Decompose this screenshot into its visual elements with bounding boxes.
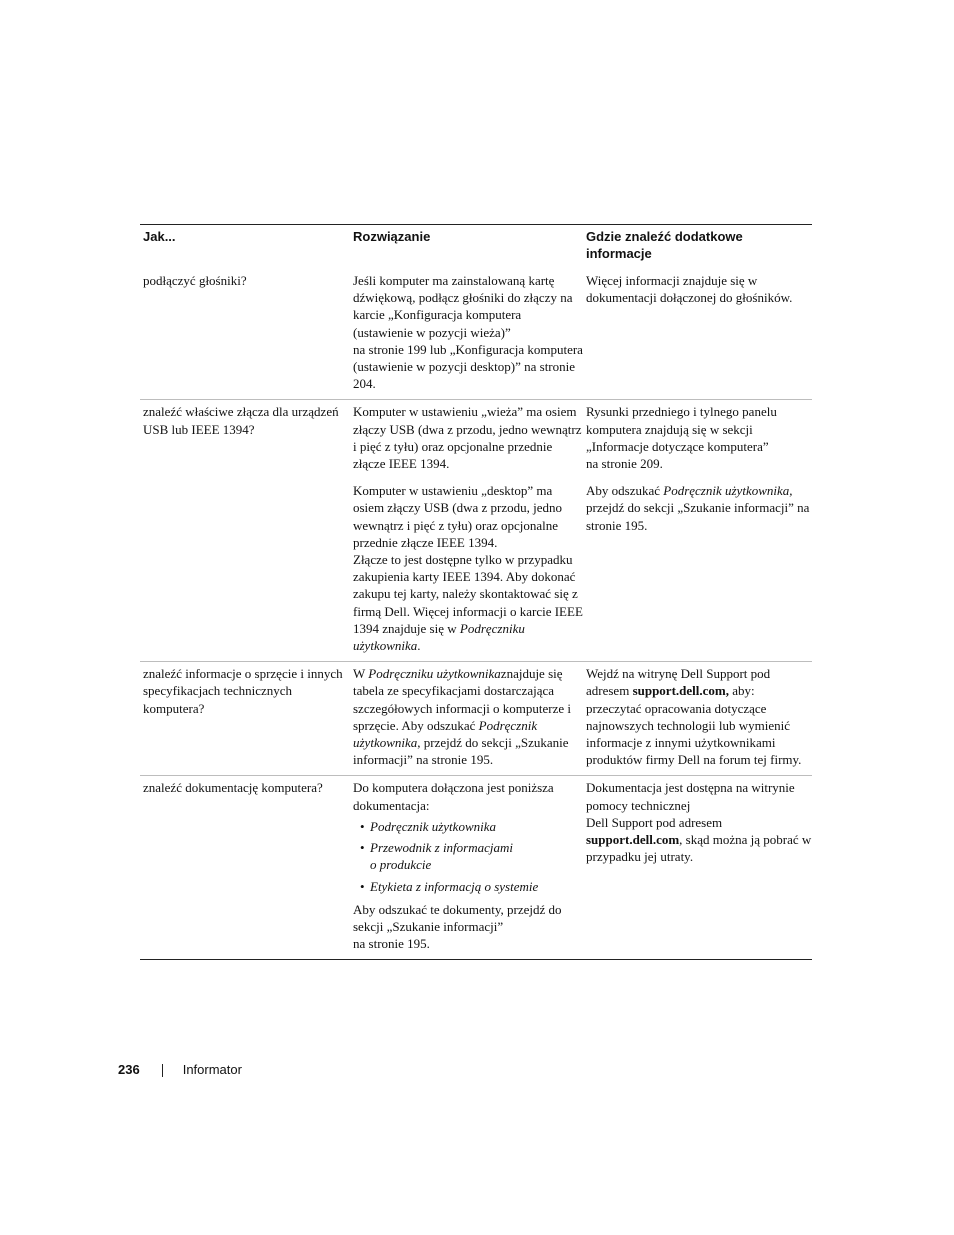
header-how: Jak... (143, 229, 176, 244)
row-solution-intro: Do komputera dołączona jest poniższa dokumentacja: (353, 780, 554, 813)
table-row (140, 399, 812, 479)
row-question: znaleźć dokumentację komputera? (143, 780, 323, 796)
row-solution-tower: Komputer w ustawieniu „wieża” ma osiem złączy USB (dwa z przodu, jedno wewnątrz i pięć z tyłu) oraz opcjonalne przednie złącze IEEE 1394. (353, 404, 582, 472)
list-item: • Etykieta z informacją o systemie (353, 878, 583, 895)
list-item: • Podręcznik użytkownika (353, 818, 583, 835)
table-header-row (140, 225, 812, 269)
documentation-list (353, 818, 583, 895)
row-question: znaleźć właściwe złącza dla urządzeń USB lub IEEE 1394? (143, 404, 339, 437)
row-more-info: Wejdź na witrynę Dell Support pod adresem support.dell.com, aby: przeczytać opracowania dotyczące najnowszych technologii lub wymienić informacje z innymi użytkownikami produktów firmy Dell na forum tej firmy. (586, 666, 802, 768)
header-more-info: Gdzie znaleźć dodatkowe informacje (586, 229, 743, 261)
header-solution: Rozwiązanie (353, 229, 431, 244)
row-solution-outro: Aby odszukać te dokumenty, przejdź do sekcji „Szukanie informacji” na stronie 195. (353, 901, 562, 952)
row-question: znaleźć informacje o sprzęcie i innych specyfikacjach technicznych komputera? (143, 666, 343, 716)
info-table (140, 224, 812, 960)
list-item: • Przewodnik z informacjami o produkcie (353, 839, 583, 873)
support-link: support.dell.com, (632, 683, 729, 699)
table-row (140, 775, 812, 959)
support-link: support.dell.com (586, 832, 680, 848)
table-row (140, 479, 812, 661)
table-row (140, 661, 812, 775)
row-solution: W Podręczniku użytkownikaznajduje się tabela ze specyfikacjami dostarczająca szczegółowych informacji o komputerze i sprzęcie. Aby odszukać Podręcznik użytkownika, przejdź do sekcji „Szukanie informacji” na stronie 195. (353, 666, 572, 768)
section-title: Informator (182, 1062, 242, 1077)
page-footer (118, 1062, 242, 1078)
table-row (140, 269, 812, 399)
row-solution-desktop: Komputer w ustawieniu „desktop” ma osiem złączy USB (dwa z przodu, jedno wewnątrz i pięć z tyłu) oraz opcjonalne przednie złącze IEEE 1394. Złącze to jest dostępne tylko w przypadku zakupienia karty IEEE 1394. Aby dokonać zakupu tej karty, należy skontaktować się z firmą Dell. Więcej informacji o karcie IEEE 1394 znajduje się w Podręczniku użytkownika. (353, 483, 583, 654)
row-more-info: Dokumentacja jest dostępna na witrynie pomocy technicznej Dell Support pod adresem support.dell.com, skąd można ją pobrać w przypadku jej utraty. (586, 780, 812, 865)
row-question: podłączyć głośniki? (143, 273, 247, 288)
row-more-info: Więcej informacji znajduje się w dokumentacji dołączonej do głośników. (586, 273, 793, 306)
row-more-info-tower: Rysunki przedniego i tylnego panelu komputera znajdują się w sekcji „Informacje dotyczące komputera” na stronie 209. (586, 404, 777, 472)
footer-divider (162, 1064, 163, 1077)
row-more-info-desktop: Aby odszukać Podręcznik użytkownika, przejdź do sekcji „Szukanie informacji” na stronie 195. (586, 483, 810, 533)
row-solution: Jeśli komputer ma zainstalowaną kartę dźwiękową, podłącz głośniki do złączy na karcie „Konfiguracja komputera (ustawienie w pozycji wieża)” na stronie 199 lub „Konfiguracja komputera (ustawienie w pozycji desktop)” na stronie 204. (353, 273, 583, 392)
page-number: 236 (118, 1062, 140, 1077)
table-bottom-rule (140, 959, 812, 960)
